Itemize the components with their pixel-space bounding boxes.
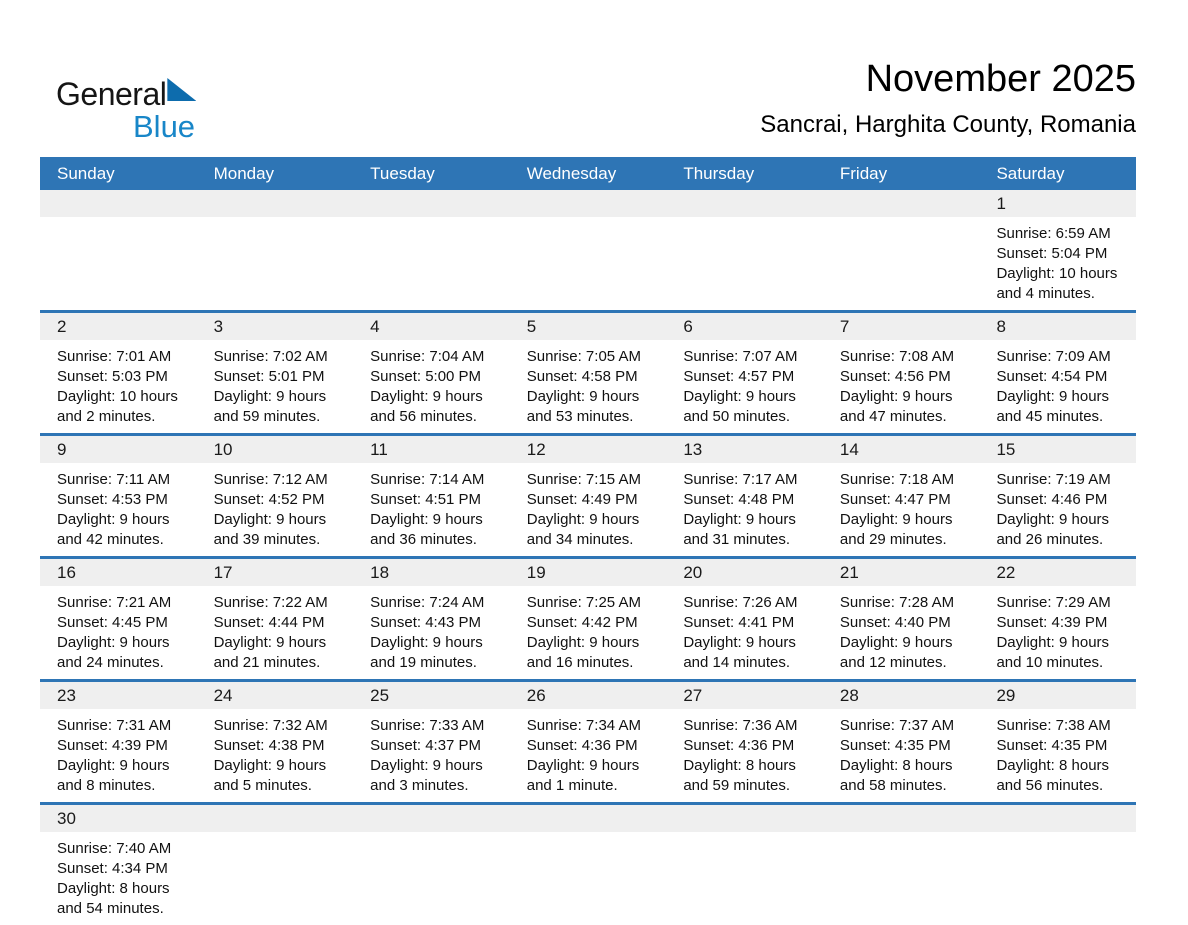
sun-info-line: Daylight: 9 hours — [57, 634, 170, 651]
sun-info-line: Daylight: 9 hours — [370, 634, 483, 651]
location-subtitle: Sancrai, Harghita County, Romania — [760, 110, 1136, 138]
day-sun-info — [666, 586, 823, 679]
sun-info-line: Sunset: 4:35 PM — [996, 737, 1108, 754]
sun-info-line: Daylight: 9 hours — [839, 388, 953, 405]
day-number: 22 — [979, 559, 1136, 586]
day-sun-info — [823, 463, 980, 556]
sun-info-line: Daylight: 9 hours — [57, 757, 170, 774]
day-number: 10 — [197, 436, 354, 463]
sun-info-line: and 21 minutes. — [213, 654, 321, 671]
day-number: 5 — [510, 313, 667, 340]
day-sun-info — [353, 586, 510, 679]
sun-info-line: Sunrise: 7:37 AM — [839, 717, 955, 734]
day-number: 1 — [979, 190, 1136, 217]
sun-info-line: Sunset: 4:39 PM — [996, 614, 1108, 631]
day-sun-info — [823, 586, 980, 679]
sun-info-line: Daylight: 8 hours — [683, 757, 796, 774]
day-sun-info — [40, 340, 197, 433]
day-number: 7 — [823, 313, 980, 340]
week-row — [40, 802, 1136, 925]
sun-info-line: Sunrise: 7:08 AM — [839, 348, 955, 365]
sun-info-line: Sunrise: 7:31 AM — [57, 717, 172, 734]
logo-triangle-icon — [167, 78, 196, 101]
sun-info-line: Daylight: 9 hours — [213, 388, 327, 405]
sun-info-line: Sunrise: 7:14 AM — [370, 471, 485, 488]
day-number: 6 — [666, 313, 823, 340]
sun-info-line: Sunrise: 7:19 AM — [996, 471, 1111, 488]
day-number — [666, 805, 823, 832]
day-cell — [197, 682, 354, 802]
sun-info-line: Daylight: 9 hours — [213, 511, 327, 528]
sun-info-line: Sunset: 4:52 PM — [213, 491, 325, 508]
logo-text-general: General — [56, 76, 167, 112]
day-sun-info — [40, 463, 197, 556]
day-sun-info — [666, 340, 823, 433]
sun-info-line: Sunrise: 7:25 AM — [526, 594, 641, 611]
day-number — [197, 190, 354, 217]
day-number — [40, 190, 197, 217]
sun-info-line: Sunrise: 7:18 AM — [839, 471, 955, 488]
day-cell — [353, 436, 510, 556]
day-cell — [823, 436, 980, 556]
day-number: 15 — [979, 436, 1136, 463]
empty-day-cell — [40, 190, 197, 310]
sun-info-line: Daylight: 9 hours — [213, 634, 327, 651]
sun-info-line: Sunset: 4:39 PM — [57, 737, 168, 754]
sun-info-line: Daylight: 9 hours — [526, 757, 640, 774]
day-cell — [353, 313, 510, 433]
month-title: November 2025 — [865, 58, 1136, 100]
sun-info-line: and 8 minutes. — [57, 777, 156, 794]
sun-info-line: Daylight: 9 hours — [683, 511, 796, 528]
day-sun-info — [979, 709, 1136, 802]
empty-day-cell — [979, 805, 1136, 925]
day-sun-info — [979, 217, 1136, 310]
day-number: 21 — [823, 559, 980, 586]
day-cell — [40, 436, 197, 556]
day-number: 11 — [353, 436, 510, 463]
day-number — [666, 190, 823, 217]
day-sun-info — [979, 463, 1136, 556]
day-sun-info — [979, 340, 1136, 433]
day-cell — [40, 559, 197, 679]
day-sun-info — [510, 463, 667, 556]
sun-info-line: Sunrise: 7:07 AM — [683, 348, 798, 365]
sun-info-line: Sunset: 4:41 PM — [683, 614, 795, 631]
sun-info-line: Sunset: 4:57 PM — [683, 368, 795, 385]
day-cell — [197, 436, 354, 556]
day-number: 17 — [197, 559, 354, 586]
sun-info-line: Sunset: 4:42 PM — [526, 614, 638, 631]
sun-info-line: Sunrise: 7:11 AM — [57, 471, 171, 488]
day-number: 16 — [40, 559, 197, 586]
empty-day-cell — [353, 190, 510, 310]
sun-info-line: Sunset: 4:34 PM — [57, 860, 168, 877]
sun-info-line: Sunset: 4:43 PM — [370, 614, 482, 631]
weekday-monday: Monday — [213, 163, 275, 183]
day-number — [979, 805, 1136, 832]
sun-info-line: and 56 minutes. — [370, 408, 477, 425]
empty-day-cell — [510, 805, 667, 925]
sun-info-line: and 19 minutes. — [370, 654, 477, 671]
sun-info-line: Sunrise: 7:26 AM — [683, 594, 798, 611]
sun-info-line: and 16 minutes. — [526, 654, 634, 671]
empty-day-cell — [197, 805, 354, 925]
sun-info-line: and 58 minutes. — [839, 777, 947, 794]
day-number: 29 — [979, 682, 1136, 709]
sun-info-line: Daylight: 9 hours — [370, 757, 483, 774]
day-number — [197, 805, 354, 832]
sun-info-line: Sunset: 4:40 PM — [839, 614, 951, 631]
sun-info-line: Sunrise: 7:02 AM — [213, 348, 328, 365]
calendar-weeks — [40, 190, 1136, 925]
day-number — [353, 805, 510, 832]
sun-info-line: Sunset: 4:46 PM — [996, 491, 1108, 508]
day-number — [823, 190, 980, 217]
day-number: 12 — [510, 436, 667, 463]
sun-info-line: Sunrise: 7:04 AM — [370, 348, 485, 365]
sun-info-line: and 10 minutes. — [996, 654, 1104, 671]
sun-info-line: and 12 minutes. — [839, 654, 947, 671]
sun-info-line: Daylight: 9 hours — [213, 757, 327, 774]
sun-info-line: and 2 minutes. — [57, 408, 156, 425]
day-number: 3 — [197, 313, 354, 340]
title-block — [760, 58, 1136, 139]
sun-info-line: Sunrise: 7:29 AM — [996, 594, 1111, 611]
sun-info-line: Sunset: 5:00 PM — [370, 368, 482, 385]
week-row — [40, 310, 1136, 433]
weekday-header-row — [40, 157, 1136, 190]
sun-info-line: Daylight: 9 hours — [370, 511, 483, 528]
sun-info-line: Daylight: 9 hours — [57, 511, 170, 528]
day-sun-info — [666, 463, 823, 556]
day-sun-info — [197, 463, 354, 556]
sun-info-line: Daylight: 9 hours — [526, 634, 640, 651]
day-cell — [979, 436, 1136, 556]
sun-info-line: and 34 minutes. — [526, 531, 634, 548]
sun-info-line: Daylight: 10 hours — [57, 388, 178, 405]
day-number: 19 — [510, 559, 667, 586]
day-cell — [40, 805, 197, 925]
day-number: 2 — [40, 313, 197, 340]
day-number: 25 — [353, 682, 510, 709]
day-cell — [666, 436, 823, 556]
day-cell — [197, 313, 354, 433]
sun-info-line: Sunset: 4:45 PM — [57, 614, 168, 631]
week-row — [40, 556, 1136, 679]
sun-info-line: Sunrise: 7:32 AM — [213, 717, 328, 734]
sun-info-line: and 59 minutes. — [683, 777, 791, 794]
day-number: 14 — [823, 436, 980, 463]
empty-day-cell — [510, 190, 667, 310]
day-sun-info — [197, 340, 354, 433]
day-cell — [666, 559, 823, 679]
empty-day-cell — [823, 190, 980, 310]
sun-info-line: Daylight: 9 hours — [683, 634, 796, 651]
sun-info-line: Daylight: 8 hours — [996, 757, 1110, 774]
day-number: 13 — [666, 436, 823, 463]
day-number: 8 — [979, 313, 1136, 340]
sun-info-line: Daylight: 9 hours — [526, 388, 640, 405]
sun-info-line: and 56 minutes. — [996, 777, 1104, 794]
day-sun-info — [510, 586, 667, 679]
sun-info-line: and 14 minutes. — [683, 654, 791, 671]
sun-info-line: Daylight: 8 hours — [839, 757, 953, 774]
day-number: 9 — [40, 436, 197, 463]
logo-text-blue: Blue — [133, 109, 196, 144]
sun-info-line: and 5 minutes. — [213, 777, 312, 794]
sun-info-line: Sunset: 4:53 PM — [57, 491, 168, 508]
day-sun-info — [666, 709, 823, 802]
day-sun-info — [40, 832, 197, 925]
sun-info-line: Sunrise: 7:40 AM — [57, 840, 172, 857]
sun-info-line: Daylight: 9 hours — [996, 634, 1110, 651]
day-cell — [666, 313, 823, 433]
sun-info-line: Sunset: 4:36 PM — [683, 737, 795, 754]
weekday-friday: Friday — [839, 163, 888, 183]
sun-info-line: and 42 minutes. — [57, 531, 164, 548]
day-number: 28 — [823, 682, 980, 709]
week-row — [40, 433, 1136, 556]
day-sun-info — [823, 709, 980, 802]
day-sun-info — [510, 709, 667, 802]
sun-info-line: Sunrise: 7:33 AM — [370, 717, 485, 734]
weekday-tuesday: Tuesday — [370, 163, 435, 183]
day-cell — [510, 436, 667, 556]
sun-info-line: Daylight: 9 hours — [839, 511, 953, 528]
sun-info-line: Sunrise: 6:59 AM — [996, 225, 1111, 242]
sun-info-line: Sunrise: 7:24 AM — [370, 594, 485, 611]
empty-day-cell — [823, 805, 980, 925]
sun-info-line: and 4 minutes. — [996, 285, 1095, 302]
weekday-thursday: Thursday — [683, 163, 755, 183]
sun-info-line: Sunrise: 7:12 AM — [213, 471, 328, 488]
day-cell — [979, 559, 1136, 679]
day-cell — [979, 190, 1136, 310]
sun-info-line: Sunset: 4:48 PM — [683, 491, 795, 508]
empty-day-cell — [197, 190, 354, 310]
sun-info-line: and 26 minutes. — [996, 531, 1104, 548]
day-number — [510, 805, 667, 832]
calendar-table — [40, 157, 1136, 925]
sun-info-line: Sunset: 4:38 PM — [213, 737, 325, 754]
day-cell — [40, 682, 197, 802]
day-cell — [510, 682, 667, 802]
empty-day-cell — [353, 805, 510, 925]
weekday-saturday: Saturday — [996, 163, 1065, 183]
sun-info-line: and 54 minutes. — [57, 900, 164, 917]
sun-info-line: Daylight: 9 hours — [683, 388, 796, 405]
day-cell — [979, 682, 1136, 802]
weekday-wednesday: Wednesday — [526, 163, 617, 183]
sun-info-line: and 53 minutes. — [526, 408, 634, 425]
week-row — [40, 679, 1136, 802]
day-cell — [40, 313, 197, 433]
sun-info-line: Sunrise: 7:28 AM — [839, 594, 955, 611]
day-cell — [666, 682, 823, 802]
day-sun-info — [353, 463, 510, 556]
sun-info-line: Sunrise: 7:34 AM — [526, 717, 641, 734]
sun-info-line: Sunset: 4:36 PM — [526, 737, 638, 754]
sun-info-line: Sunset: 4:44 PM — [213, 614, 325, 631]
sun-info-line: Sunset: 4:47 PM — [839, 491, 951, 508]
day-sun-info — [40, 586, 197, 679]
day-sun-info — [40, 709, 197, 802]
sun-info-line: Sunrise: 7:38 AM — [996, 717, 1111, 734]
sun-info-line: and 45 minutes. — [996, 408, 1104, 425]
sun-info-line: Sunrise: 7:01 AM — [57, 348, 172, 365]
day-sun-info — [197, 709, 354, 802]
sun-info-line: and 1 minute. — [526, 777, 618, 794]
sun-info-line: Sunset: 4:56 PM — [839, 368, 951, 385]
day-cell — [823, 682, 980, 802]
day-sun-info — [197, 586, 354, 679]
day-cell — [353, 682, 510, 802]
sun-info-line: Daylight: 10 hours — [996, 265, 1118, 282]
sun-info-line: Sunset: 4:49 PM — [526, 491, 638, 508]
sun-info-line: Sunrise: 7:09 AM — [996, 348, 1111, 365]
sun-info-line: Sunrise: 7:22 AM — [213, 594, 328, 611]
day-number: 24 — [197, 682, 354, 709]
day-number: 20 — [666, 559, 823, 586]
empty-day-cell — [666, 190, 823, 310]
day-sun-info — [510, 340, 667, 433]
sun-info-line: Sunrise: 7:21 AM — [57, 594, 172, 611]
day-sun-info — [353, 709, 510, 802]
sun-info-line: Sunset: 4:58 PM — [526, 368, 638, 385]
day-number: 4 — [353, 313, 510, 340]
day-number: 18 — [353, 559, 510, 586]
sun-info-line: Daylight: 9 hours — [996, 511, 1110, 528]
sun-info-line: Sunset: 4:37 PM — [370, 737, 482, 754]
empty-day-cell — [666, 805, 823, 925]
sun-info-line: and 36 minutes. — [370, 531, 477, 548]
day-number — [353, 190, 510, 217]
sun-info-line: Daylight: 9 hours — [370, 388, 483, 405]
sun-info-line: and 50 minutes. — [683, 408, 791, 425]
day-number — [823, 805, 980, 832]
sun-info-line: Sunset: 4:51 PM — [370, 491, 482, 508]
day-sun-info — [353, 340, 510, 433]
day-cell — [979, 313, 1136, 433]
general-blue-logo — [56, 78, 196, 142]
sun-info-line: and 29 minutes. — [839, 531, 947, 548]
day-cell — [510, 313, 667, 433]
sun-info-line: and 47 minutes. — [839, 408, 947, 425]
week-row — [40, 190, 1136, 310]
day-number: 30 — [40, 805, 197, 832]
sun-info-line: Sunset: 4:54 PM — [996, 368, 1108, 385]
sun-info-line: Sunrise: 7:05 AM — [526, 348, 641, 365]
sun-info-line: Sunset: 5:03 PM — [57, 368, 168, 385]
sun-info-line: and 31 minutes. — [683, 531, 791, 548]
day-cell — [353, 559, 510, 679]
day-cell — [823, 313, 980, 433]
sun-info-line: Daylight: 8 hours — [57, 880, 170, 897]
sun-info-line: Daylight: 9 hours — [526, 511, 640, 528]
sun-info-line: Sunset: 5:01 PM — [213, 368, 325, 385]
sun-info-line: and 39 minutes. — [213, 531, 321, 548]
sun-info-line: Daylight: 9 hours — [996, 388, 1110, 405]
weekday-sunday: Sunday — [57, 163, 115, 183]
sun-info-line: Daylight: 9 hours — [839, 634, 953, 651]
sun-info-line: Sunset: 5:04 PM — [996, 245, 1108, 262]
day-cell — [510, 559, 667, 679]
sun-info-line: Sunrise: 7:17 AM — [683, 471, 798, 488]
sun-info-line: and 24 minutes. — [57, 654, 164, 671]
day-cell — [823, 559, 980, 679]
day-sun-info — [823, 340, 980, 433]
day-number — [510, 190, 667, 217]
sun-info-line: and 59 minutes. — [213, 408, 321, 425]
day-number: 27 — [666, 682, 823, 709]
sun-info-line: Sunrise: 7:36 AM — [683, 717, 798, 734]
sun-info-line: Sunset: 4:35 PM — [839, 737, 951, 754]
day-number: 23 — [40, 682, 197, 709]
day-cell — [197, 559, 354, 679]
sun-info-line: and 3 minutes. — [370, 777, 469, 794]
day-number: 26 — [510, 682, 667, 709]
day-sun-info — [979, 586, 1136, 679]
sun-info-line: Sunrise: 7:15 AM — [526, 471, 641, 488]
